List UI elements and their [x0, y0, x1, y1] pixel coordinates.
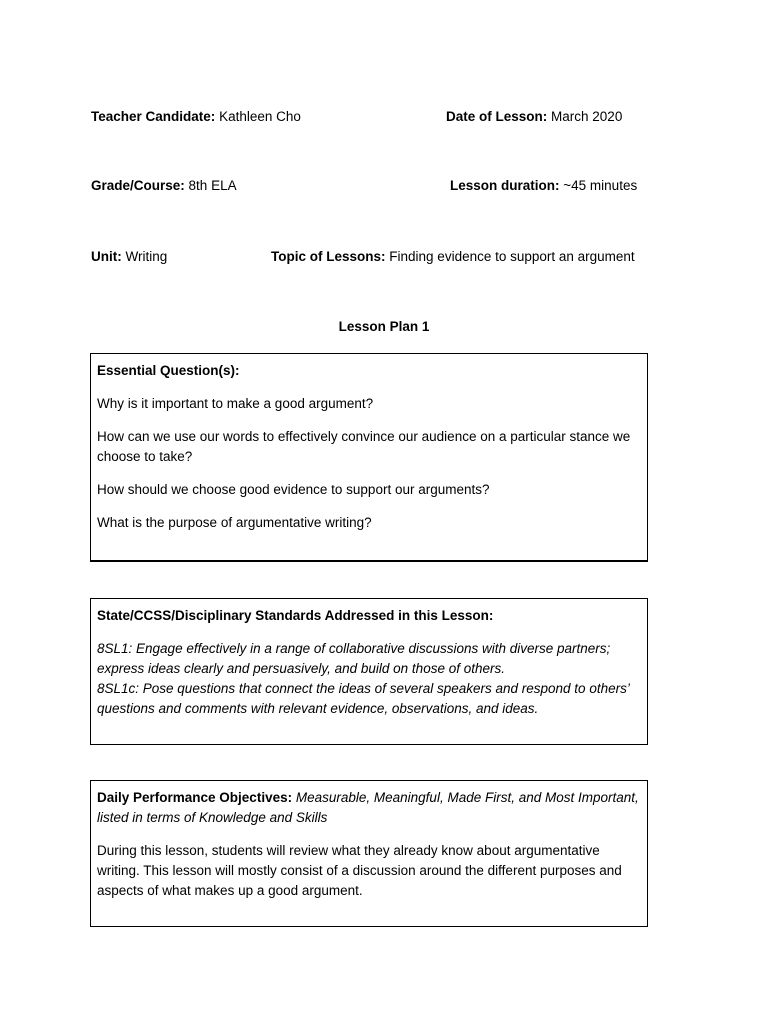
essential-question: What is the purpose of argumentative writing? [97, 515, 372, 530]
performance-objectives-box [90, 780, 648, 927]
topic-of-lessons-field [271, 249, 635, 265]
standard-item: 8SL1: Engage effectively in a range of collaborative discussions with diverse partners; express ideas clearly and persuasively, and build on those of others. [97, 641, 611, 676]
unit-label: Unit: [91, 249, 122, 264]
grade-course-field [91, 178, 237, 194]
grade-course-value: 8th ELA [188, 178, 237, 193]
essential-question: How should we choose good evidence to support our arguments? [97, 482, 490, 497]
standards-box [90, 598, 648, 745]
unit-value: Writing [125, 249, 168, 264]
essential-question: How can we use our words to effectively convince our audience on a particular stance we choose to take? [97, 429, 631, 464]
lesson-plan-title: Lesson Plan 1 [338, 319, 430, 334]
essential-question: Why is it important to make a good argument? [97, 396, 374, 411]
essential-questions-box [90, 353, 648, 562]
unit-field [91, 249, 167, 265]
grade-course-label: Grade/Course: [91, 178, 185, 193]
date-of-lesson-value: March 2020 [551, 109, 623, 124]
teacher-candidate-value: Kathleen Cho [219, 109, 301, 124]
standard-item: 8SL1c: Pose questions that connect the ideas of several speakers and respond to others’ questions and comments with relevant evidence, observations, and ideas. [97, 681, 630, 716]
topic-of-lessons-value: Finding evidence to support an argument [389, 249, 635, 264]
teacher-candidate-label: Teacher Candidate: [91, 109, 216, 124]
lesson-duration-value: ~45 minutes [563, 178, 638, 193]
topic-of-lessons-label: Topic of Lessons: [271, 249, 386, 264]
teacher-candidate-field [91, 109, 301, 125]
date-of-lesson-label: Date of Lesson: [446, 109, 548, 124]
date-of-lesson-field [446, 109, 622, 125]
objectives-heading: Daily Performance Objectives: [97, 790, 293, 805]
objectives-subheading: Measurable, Meaningful, Made First, and Most Important, listed in terms of Knowledge and Skills [97, 790, 639, 825]
lesson-duration-field [450, 178, 637, 194]
objectives-body: During this lesson, students will review what they already know about argumentative writing. This lesson will mostly consist of a discussion around the different purposes and aspects of what makes up a good argument. [97, 843, 622, 898]
lesson-duration-label: Lesson duration: [450, 178, 560, 193]
objectives-header-line [97, 788, 641, 828]
essential-questions-heading: Essential Question(s): [97, 363, 240, 378]
standards-heading: State/CCSS/Disciplinary Standards Addressed in this Lesson: [97, 608, 494, 623]
